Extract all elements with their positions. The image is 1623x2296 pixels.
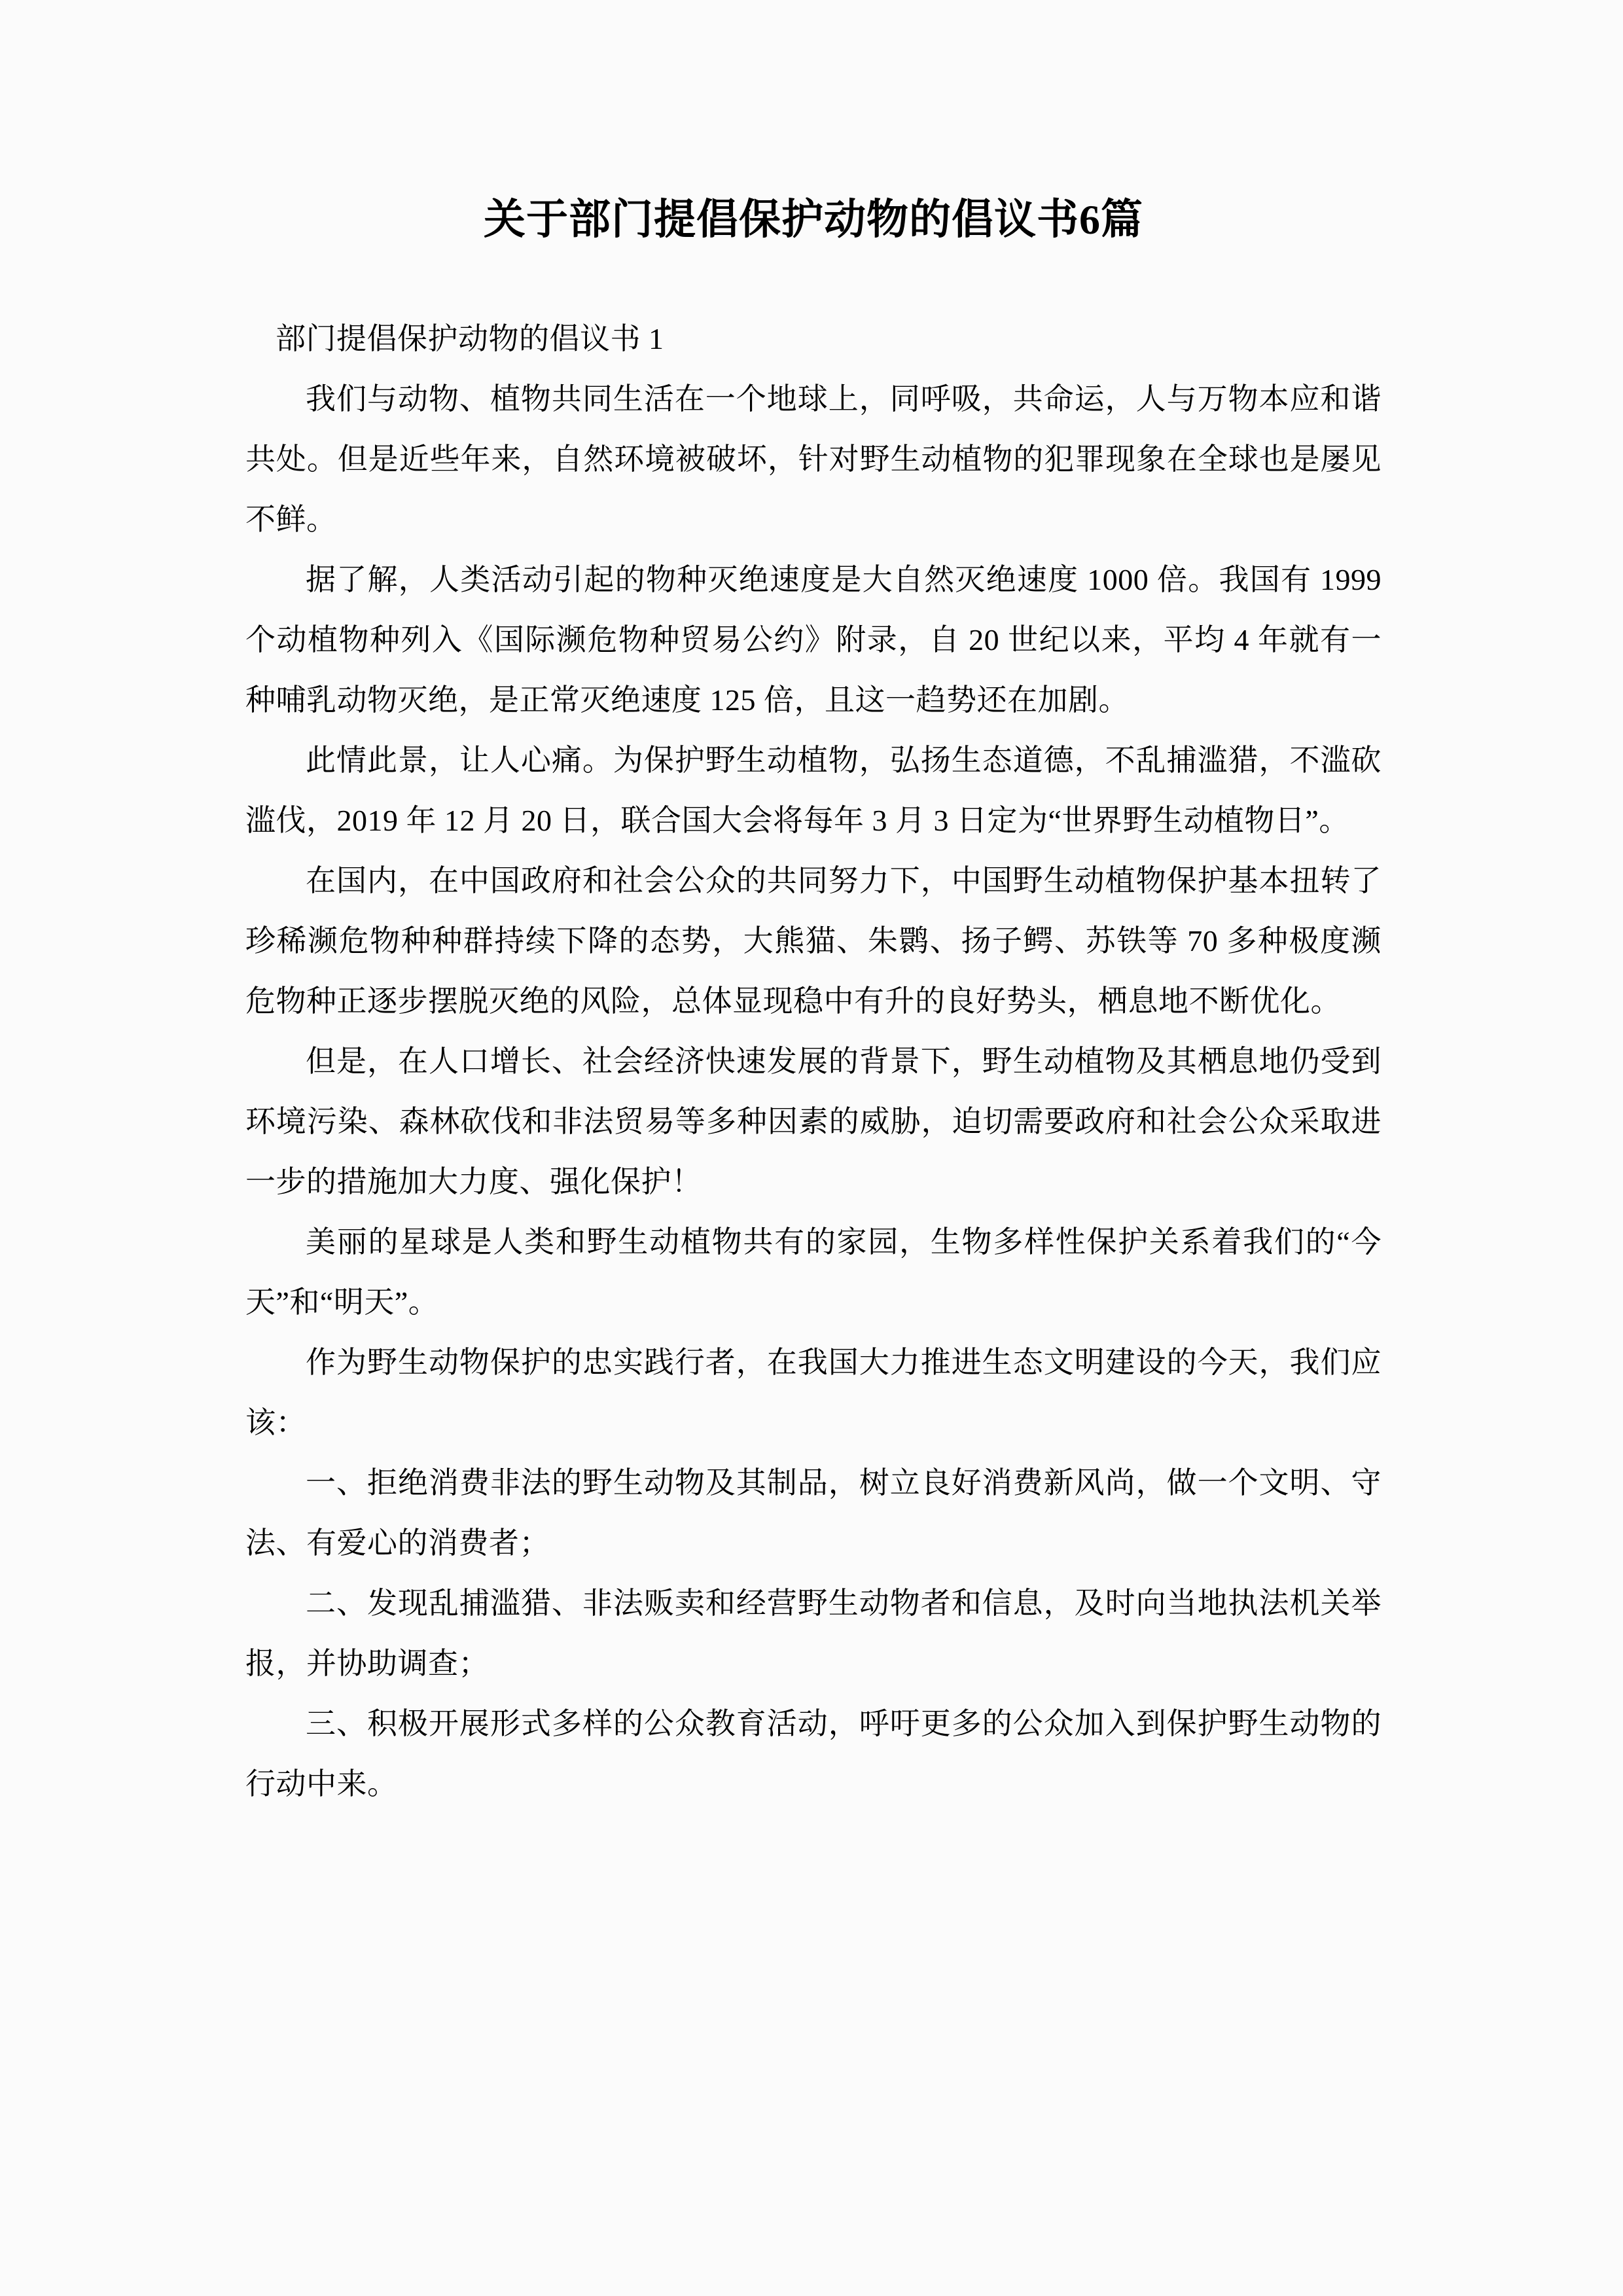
paragraph-3: 此情此景，让人心痛。为保护野生动植物，弘扬生态道德，不乱捕滥猎，不滥砍滥伐，2019 年 12 月 20 日，联合国大会将每年 3 月 3 日定为“世界野生动植物日”。 [245,744,1382,837]
document-subheading: 部门提倡保护动物的倡议书 1 [276,322,664,355]
paragraph-6: 美丽的星球是人类和野生动植物共有的家园，生物多样性保护关系着我们的“今天”和“明天”。 [245,1225,1382,1319]
page-title: 关于部门提倡保护动物的倡议书6篇 [484,196,1143,243]
document-body [245,246,1382,1814]
list-item-1: 一、拒绝消费非法的野生动物及其制品，树立良好消费新风尚，做一个文明、守法、有爱心的消费者； [245,1466,1382,1560]
paragraph-7: 作为野生动物保护的忠实践行者，在我国大力推进生态文明建设的今天，我们应该： [245,1346,1382,1439]
paragraph-2: 据了解，人类活动引起的物种灭绝速度是大自然灭绝速度 1000 倍。我国有 1999 个动植物种列入《国际濒危物种贸易公约》附录，自 20 世纪以来，平均 4 年就有一种哺乳动物灭绝，是正常灭绝速度 125 倍，且这一趋势还在加剧。 [245,563,1382,717]
list-item-3: 三、积极开展形式多样的公众教育活动，呼吁更多的公众加入到保护野生动物的行动中来。 [245,1707,1382,1801]
paragraph-4: 在国内，在中国政府和社会公众的共同努力下，中国野生动植物保护基本扭转了珍稀濒危物种种群持续下降的态势，大熊猫、朱鹮、扬子鳄、苏铁等 70 多种极度濒危物种正逐步摆脱灭绝的风险，总体显现稳中有升的良好势头，栖息地不断优化。 [245,864,1382,1018]
paragraph-1: 我们与动物、植物共同生活在一个地球上，同呼吸，共命运，人与万物本应和谐共处。但是近些年来，自然环境被破坏，针对野生动植物的犯罪现象在全球也是屡见不鲜。 [245,382,1382,536]
document-content [245,0,1382,1814]
paragraph-5: 但是，在人口增长、社会经济快速发展的背景下，野生动植物及其栖息地仍受到环境污染、森林砍伐和非法贸易等多种因素的威胁，迫切需要政府和社会公众采取进一步的措施加大力度、强化保护！ [245,1045,1382,1198]
list-item-2: 二、发现乱捕滥猎、非法贩卖和经营野生动物者和信息，及时向当地执法机关举报，并协助调查； [245,1587,1382,1680]
